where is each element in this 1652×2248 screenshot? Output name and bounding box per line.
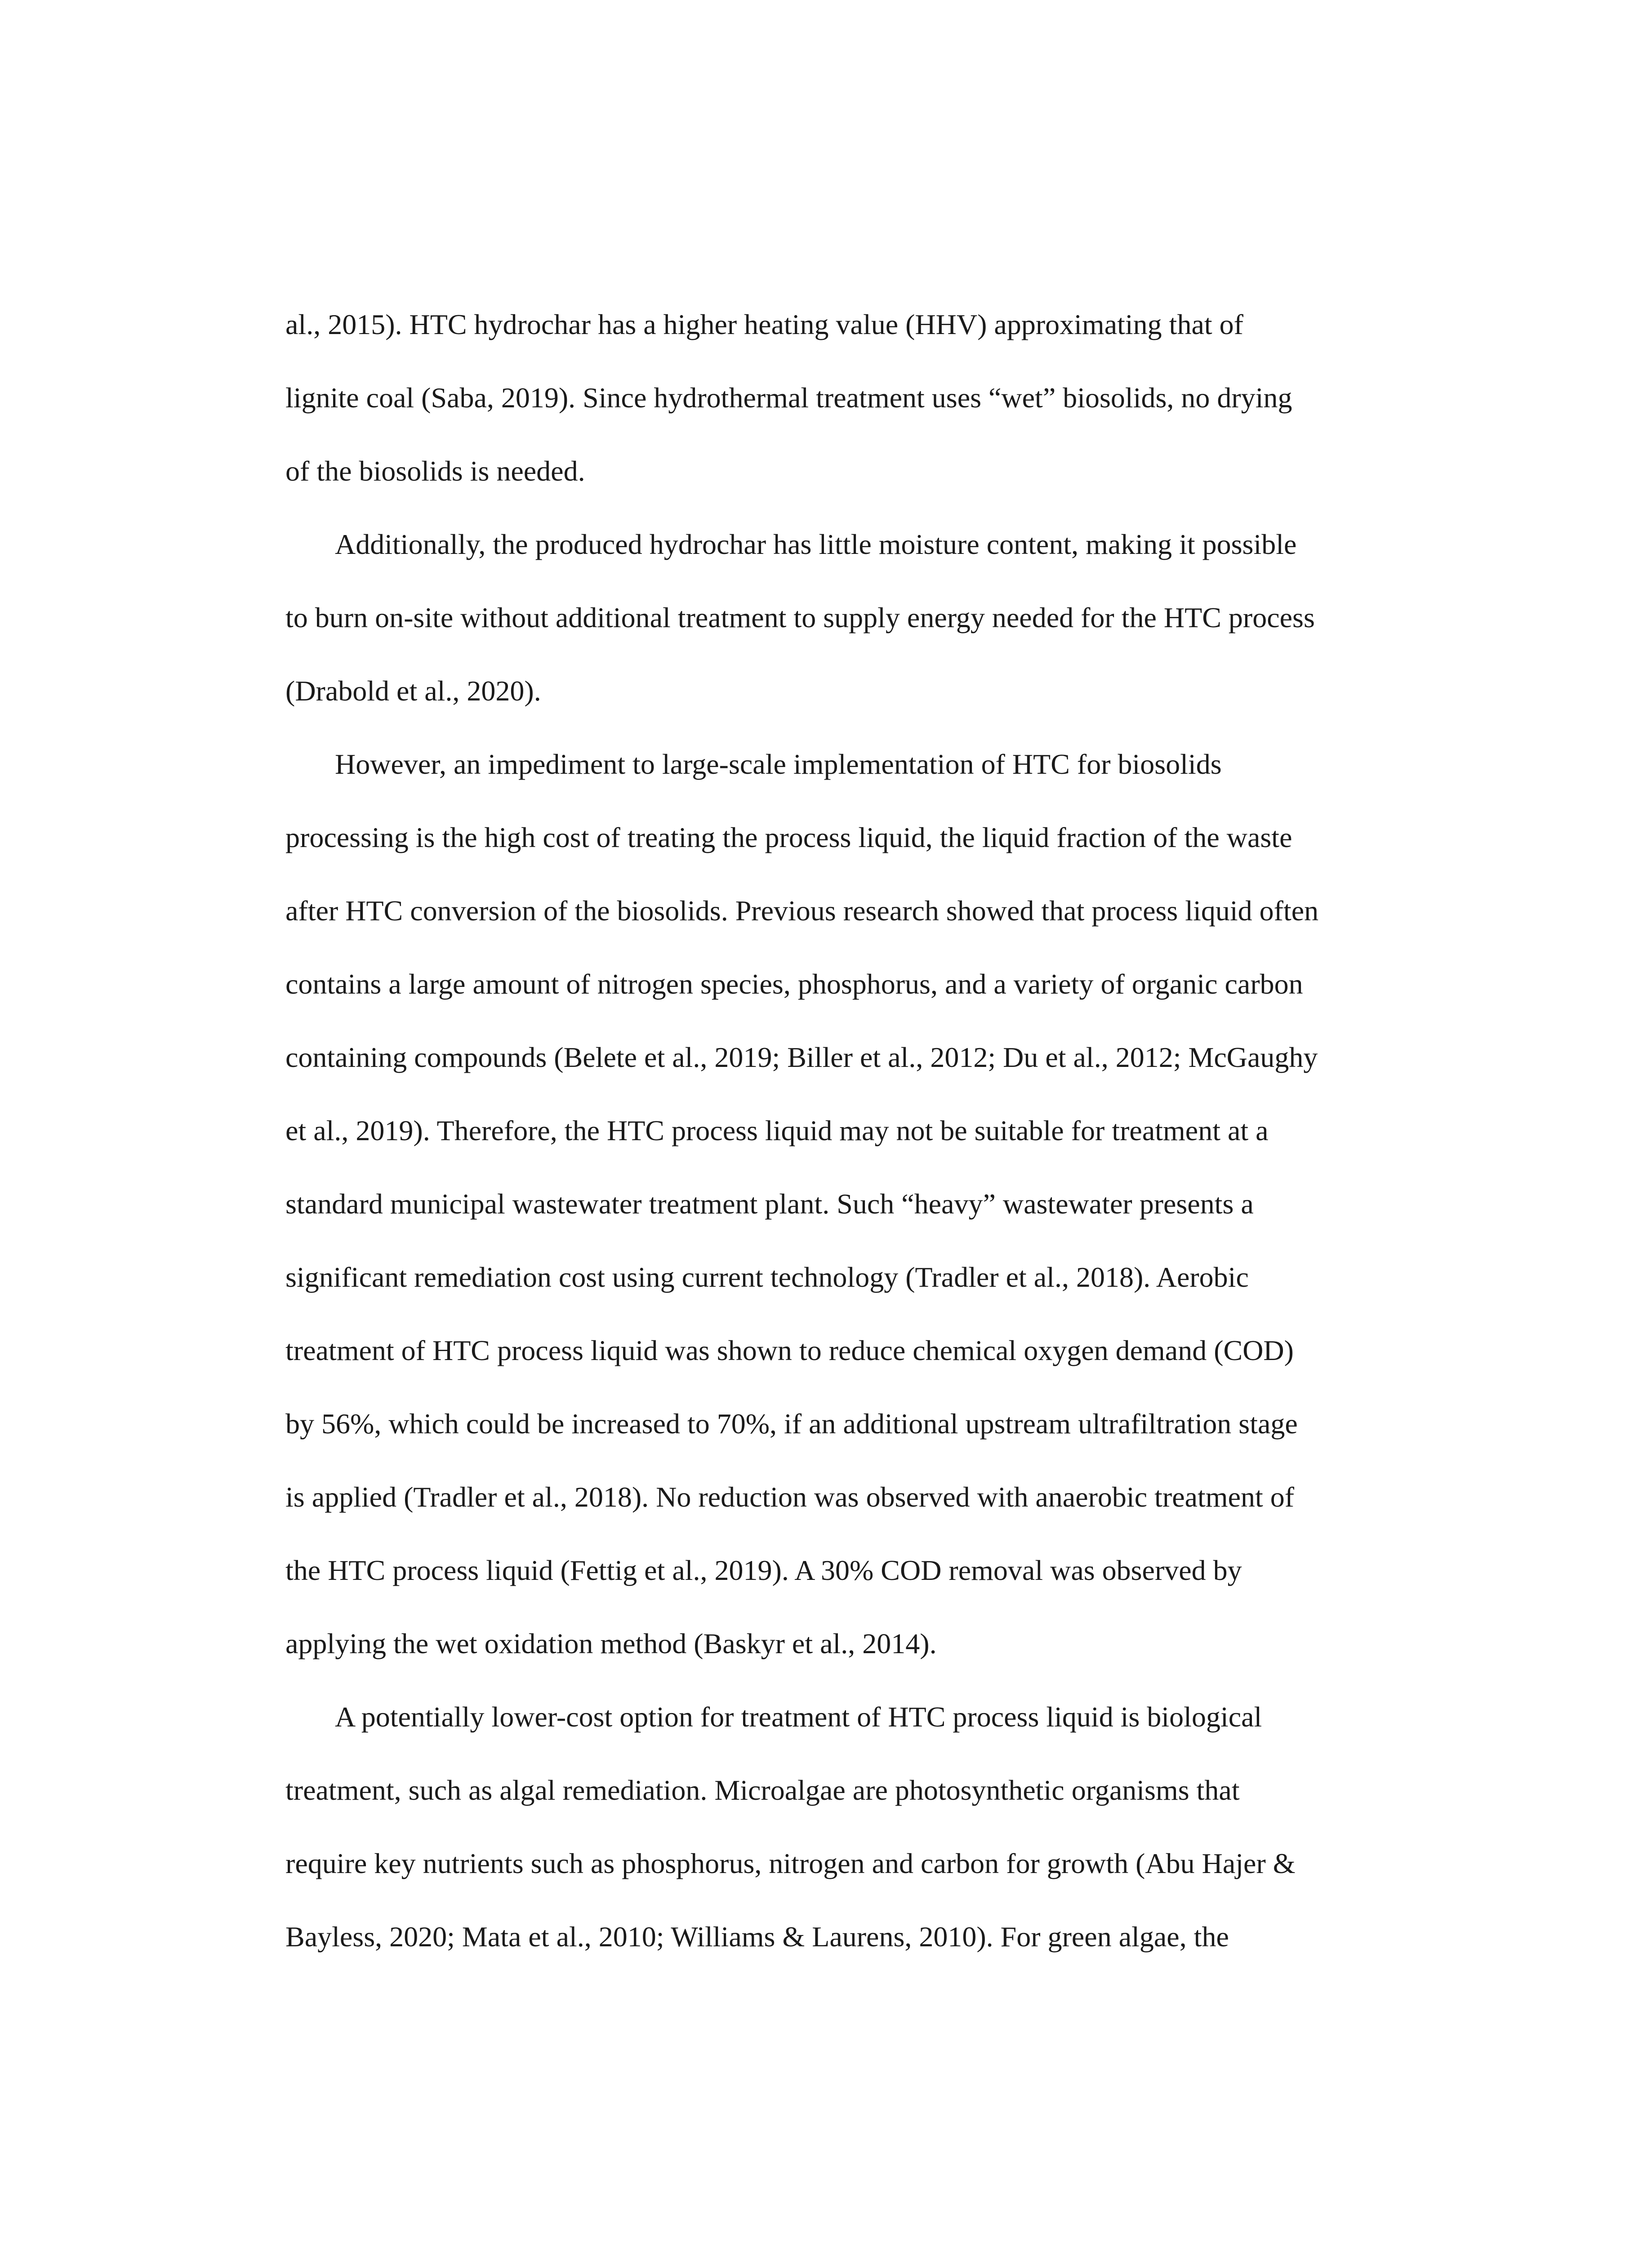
text-line: treatment, such as algal remediation. Microalgae are photosynthetic organisms that bbox=[285, 1774, 1240, 1806]
text-line: contains a large amount of nitrogen species, phosphorus, and a variety of organic carbon bbox=[285, 968, 1303, 1000]
text-line: require key nutrients such as phosphorus, nitrogen and carbon for growth (Abu Hajer & bbox=[285, 1847, 1296, 1879]
text-line: significant remediation cost using current technology (Tradler et al., 2018). Aerobic bbox=[285, 1261, 1249, 1293]
text-line: by 56%, which could be increased to 70%, if an additional upstream ultrafiltration stage bbox=[285, 1408, 1298, 1440]
text-line: al., 2015). HTC hydrochar has a higher heating value (HHV) approximating that of bbox=[285, 308, 1243, 340]
text-line: the HTC process liquid (Fettig et al., 2019). A 30% COD removal was observed by bbox=[285, 1554, 1242, 1586]
body-text bbox=[285, 288, 1436, 1973]
paragraph-first-line: Additionally, the produced hydrochar has little moisture content, making it possible bbox=[335, 528, 1297, 560]
text-line: is applied (Tradler et al., 2018). No reduction was observed with anaerobic treatment of bbox=[285, 1481, 1295, 1513]
paragraph-first-line: However, an impediment to large-scale implementation of HTC for biosolids bbox=[335, 748, 1222, 780]
text-line: (Drabold et al., 2020). bbox=[285, 675, 541, 707]
paragraph-first-line: A potentially lower-cost option for treatment of HTC process liquid is biological bbox=[335, 1701, 1262, 1733]
text-line: treatment of HTC process liquid was shown to reduce chemical oxygen demand (COD) bbox=[285, 1334, 1294, 1366]
text-line: of the biosolids is needed. bbox=[285, 455, 585, 487]
text-line: after HTC conversion of the biosolids. Previous research showed that process liquid often bbox=[285, 895, 1319, 927]
text-line: lignite coal (Saba, 2019). Since hydrothermal treatment uses “wet” biosolids, no drying bbox=[285, 382, 1292, 414]
text-line: standard municipal wastewater treatment plant. Such “heavy” wastewater presents a bbox=[285, 1188, 1254, 1220]
text-line: to burn on-site without additional treatment to supply energy needed for the HTC process bbox=[285, 602, 1315, 633]
text-line: Bayless, 2020; Mata et al., 2010; Williams & Laurens, 2010). For green algae, the bbox=[285, 1921, 1229, 1953]
text-line: containing compounds (Belete et al., 2019; Biller et al., 2012; Du et al., 2012; McGaughy bbox=[285, 1041, 1318, 1073]
text-line: et al., 2019). Therefore, the HTC process liquid may not be suitable for treatment at a bbox=[285, 1115, 1269, 1146]
text-line: applying the wet oxidation method (Baskyr et al., 2014). bbox=[285, 1628, 937, 1659]
text-line: processing is the high cost of treating the process liquid, the liquid fraction of the waste bbox=[285, 821, 1292, 853]
